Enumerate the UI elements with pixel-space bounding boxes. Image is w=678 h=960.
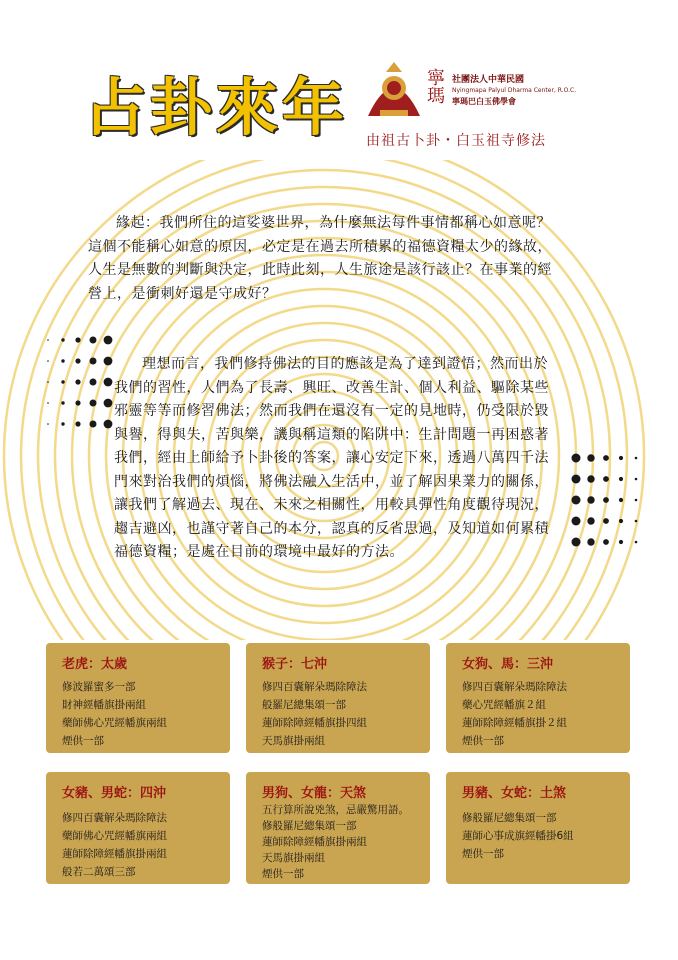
main-line: 邪靈等等而修習佛法；然而我們在還沒有一定的見地時，仍受限於毀 bbox=[114, 403, 549, 419]
card-line: 煙供一部 bbox=[262, 868, 304, 880]
card-title: 老虎：太歲 bbox=[62, 657, 128, 672]
card-tiger bbox=[46, 643, 230, 753]
decor-dot bbox=[61, 401, 64, 404]
main-line: 我們，經由上師給予卜卦後的答案，讓心安定下來，透過八萬四千法 bbox=[114, 450, 549, 466]
card-line: 修四百囊解朵瑪除障法 bbox=[262, 681, 367, 693]
decor-dot bbox=[603, 539, 609, 545]
intro-line: 營上，是衝刺好還是守成好？ bbox=[88, 285, 277, 302]
card-line: 蓮師除障經幡旗掛兩組 bbox=[62, 848, 167, 860]
decor-dot bbox=[47, 360, 49, 362]
decor-dot bbox=[587, 538, 594, 545]
card-line: 五行算所說兇煞，忌嚴驚用語。 bbox=[262, 804, 409, 816]
intro-line: 緣起：我們所住的這娑婆世界，為什麼無法每件事情都稱心如意呢？ bbox=[116, 215, 551, 231]
decor-dot bbox=[90, 337, 97, 344]
main-line: 門來對治我們的煩惱，將佛法融入生活中，並了解因果業力的關係， bbox=[114, 473, 549, 490]
decor-dot bbox=[603, 476, 609, 482]
dot-pattern-left bbox=[40, 330, 120, 440]
card-title: 女狗、馬：三沖 bbox=[462, 657, 554, 672]
card-line: 修般羅尼總集頌一部 bbox=[462, 812, 557, 824]
card-line: 般若二萬頌三部 bbox=[62, 866, 136, 878]
card-line: 煙供一部 bbox=[462, 735, 504, 747]
decor-dot bbox=[587, 496, 594, 503]
card-line: 修波羅蜜多一部 bbox=[62, 681, 136, 693]
card-line: 修四百囊解朵瑪除障法 bbox=[62, 812, 167, 824]
card-line: 天馬旗掛兩組 bbox=[262, 735, 325, 747]
card-line: 藥師佛心咒經幡旗兩組 bbox=[62, 830, 167, 842]
decor-dot bbox=[61, 380, 64, 383]
card-title: 猴子：七沖 bbox=[262, 657, 328, 672]
card-line: 蓮師除障經幡旗掛四組 bbox=[262, 717, 367, 729]
intro-line: 人生是無數的判斷與決定，此時此刻，人生旅途是該行該止？在事業的經 bbox=[88, 262, 552, 278]
decor-dot bbox=[619, 477, 623, 481]
card-pig-snake-earth bbox=[446, 772, 630, 884]
decor-dot bbox=[603, 497, 609, 503]
decor-dot bbox=[61, 338, 64, 341]
card-title: 男狗、女龍：天煞 bbox=[262, 786, 367, 801]
decor-dot bbox=[90, 400, 97, 407]
card-line: 煙供一部 bbox=[62, 735, 104, 747]
poster-title: 占卦來年 bbox=[84, 71, 349, 144]
decor-dot bbox=[90, 379, 97, 386]
decor-dot bbox=[587, 475, 594, 482]
org-name-cn-line1: 社團法人中華民國 bbox=[452, 75, 525, 85]
decor-dot bbox=[47, 339, 49, 341]
main-line: 我們的習性，人們為了長壽、興旺、改善生計、個人利益、驅除某些 bbox=[114, 379, 549, 396]
org-name-cn-line2: 寧瑪巴白玉佛學會 bbox=[452, 97, 516, 106]
card-line: 蓮師除障經幡旗掛２組 bbox=[462, 717, 567, 729]
card-title: 女豬、男蛇：四沖 bbox=[62, 786, 167, 801]
decor-dot bbox=[104, 357, 113, 366]
decor-dot bbox=[587, 454, 594, 461]
main-line: 趨吉避凶，也謹守著自己的本分，認真的反省思過，及知道如何累積 bbox=[114, 520, 549, 537]
card-line: 藥心咒經幡旗２組 bbox=[462, 699, 546, 711]
main-line: 讓我們了解過去、現在、未來之相關性，用較具彈性角度觀待現況， bbox=[114, 497, 549, 513]
decor-dot bbox=[47, 423, 49, 425]
intro-paragraph bbox=[88, 212, 578, 306]
card-dog-horse bbox=[446, 643, 630, 753]
decor-dot bbox=[75, 400, 80, 405]
decor-dot bbox=[104, 336, 113, 345]
decor-dot bbox=[61, 422, 64, 425]
card-line: 煙供一部 bbox=[462, 848, 504, 860]
main-line: 福德資糧；是處在目前的環境中最好的方法。 bbox=[114, 544, 404, 560]
main-line: 與譽，得與失，苦與樂，譏與稱這類的陷阱中：生計問題一再困惑著 bbox=[114, 426, 549, 443]
decor-dot bbox=[619, 498, 623, 502]
decor-dot bbox=[75, 337, 80, 342]
card-line: 蓮師除障經幡旗掛兩組 bbox=[262, 836, 367, 848]
card-line: 蓮師心事成旗經幡掛6組 bbox=[462, 830, 574, 842]
decor-dot bbox=[635, 520, 638, 523]
decor-dot bbox=[635, 541, 638, 544]
card-line: 修般羅尼總集頌一部 bbox=[262, 820, 357, 832]
decor-dot bbox=[47, 402, 49, 404]
decor-dot bbox=[75, 379, 80, 384]
card-line: 般羅尼總集頌一部 bbox=[262, 699, 346, 711]
logo-calligraphy: 寧瑪 bbox=[424, 68, 445, 104]
main-paragraph bbox=[114, 353, 584, 565]
decor-dot bbox=[47, 381, 49, 383]
decor-dot bbox=[75, 421, 80, 426]
decor-dot bbox=[61, 359, 64, 362]
org-name-en: Nyingmapa Palyul Dharma Center, R.O.C. bbox=[452, 87, 577, 94]
intro-line: 這個不能稱心如意的原因，必定是在過去所積累的福德資糧太少的緣故， bbox=[88, 238, 552, 255]
decor-dot bbox=[90, 358, 97, 365]
card-line: 藥師佛心咒經幡旗兩組 bbox=[62, 717, 167, 729]
decor-dot bbox=[635, 499, 638, 502]
decor-dot bbox=[635, 457, 638, 460]
decor-dot bbox=[104, 378, 113, 387]
card-line: 天馬旗掛兩組 bbox=[262, 852, 325, 864]
card-line: 修四百囊解朵瑪除障法 bbox=[462, 681, 567, 693]
decor-dot bbox=[104, 399, 113, 408]
decor-dot bbox=[603, 518, 609, 524]
decor-dot bbox=[619, 540, 623, 544]
card-title: 男豬、女蛇：土煞 bbox=[462, 786, 567, 801]
main-line: 理想而言，我們修持佛法的目的應該是為了達到證悟；然而出於 bbox=[142, 356, 548, 372]
decor-dot bbox=[635, 478, 638, 481]
card-monkey bbox=[246, 643, 430, 753]
decor-dot bbox=[104, 420, 113, 429]
subtitle: 由祖古卜卦・白玉祖寺修法 bbox=[366, 133, 546, 149]
decor-dot bbox=[603, 455, 609, 461]
decor-dot bbox=[90, 421, 97, 428]
decor-dot bbox=[619, 456, 623, 460]
card-line: 財神經幡旗掛兩組 bbox=[62, 699, 146, 711]
card-dog-dragon bbox=[246, 772, 430, 884]
decor-dot bbox=[619, 519, 623, 523]
card-pig-snake bbox=[46, 772, 230, 884]
decor-dot bbox=[75, 358, 80, 363]
decor-dot bbox=[587, 517, 594, 524]
